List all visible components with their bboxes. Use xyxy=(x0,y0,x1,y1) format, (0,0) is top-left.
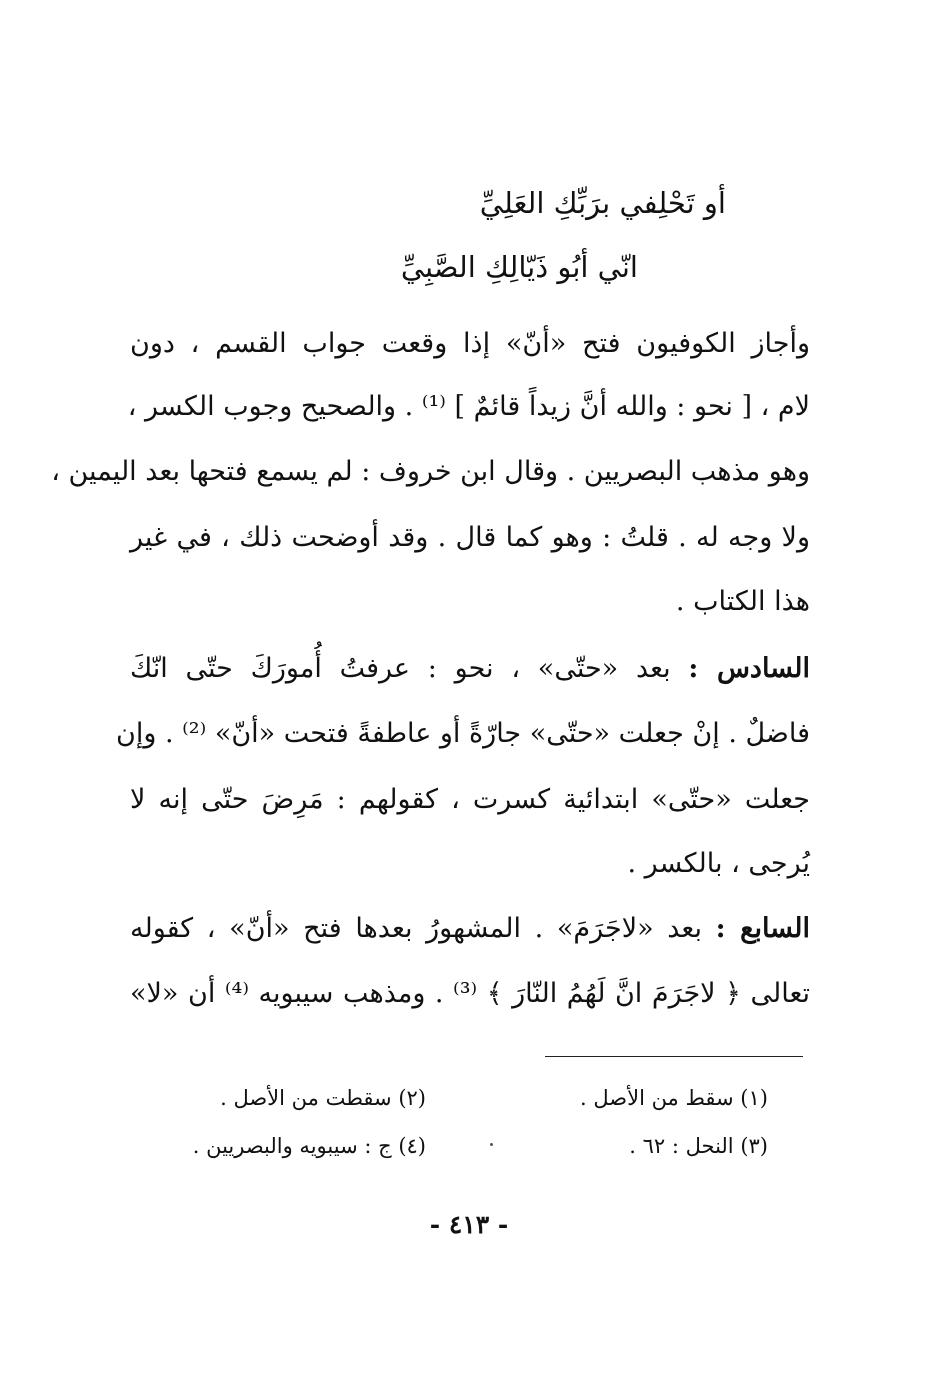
footnote-4: (٤) ج : سيبويه والبصريين . xyxy=(192,1134,426,1158)
paragraph3-line-1 xyxy=(130,913,810,944)
paragraph1-line-3: وهو مذهب البصريين . وقال ابن خروف : لم يسمع فتحها بعد اليمين ، xyxy=(51,456,810,487)
footnote-3: (٣) النحل : ٦٢ . xyxy=(629,1134,768,1158)
verse-line-2: انّي أبُو ذَيّالِكِ الصَّبِيِّ xyxy=(400,250,638,284)
paragraph2-line-1 xyxy=(130,653,810,684)
paragraph2-line-1-text: بعد «حتّى» ، نحو : عرفتُ أُمورَكَ حتّى انّكَ xyxy=(130,653,671,684)
verse-line-1: أو تَحْلِفي برَبِّكِ العَلِيِّ xyxy=(479,186,726,220)
paragraph3-line-2: تعالى ﴿ لاجَرَمَ انَّ لَهُمُ النّارَ ﴾ ⁽³⁾ . ومذهب سيبويه ⁽⁴⁾ أن «لا» xyxy=(130,978,810,1009)
footnote-2: (٢) سقطت من الأصل . xyxy=(220,1086,426,1110)
footnote-divider xyxy=(545,1056,803,1057)
paragraph2-line-4: يُرجى ، بالكسر . xyxy=(627,848,810,879)
paragraph1-line-5: هذا الكتاب . xyxy=(675,586,810,617)
paragraph1-line-1: وأجاز الكوفيون فتح «أنّ» إذا وقعت جواب القسم ، دون xyxy=(130,328,810,359)
page-number: - ٤١٣ - xyxy=(429,1210,509,1239)
paragraph1-line-4: ولا وجه له . قلتُ : وهو كما قال . وقد أوضحت ذلك ، في غير xyxy=(130,522,810,553)
ink-speck xyxy=(490,1143,493,1146)
paragraph1-line-2: لام ، [ نحو : والله أنَّ زيداً قائمٌ ] ⁽¹⁾ . والصحيح وجوب الكسر ، xyxy=(127,391,810,422)
paragraph3-lead: السابع : xyxy=(715,913,810,944)
paragraph3-line-1-text: بعد «لاجَرَمَ» . المشهورُ بعدها فتح «أنّ» ، كقوله xyxy=(130,913,702,944)
paragraph2-lead: السادس : xyxy=(688,653,810,684)
footnote-1: (١) سقط من الأصل . xyxy=(580,1086,768,1110)
paragraph2-line-2: فاضلٌ . إنْ جعلت «حتّى» جارّةً أو عاطفةً فتحت «أنّ» ⁽²⁾ . وإن xyxy=(116,718,810,749)
paragraph2-line-3: جعلت «حتّى» ابتدائية كسرت ، كقولهم : مَرِضَ حتّى إنه لا xyxy=(130,784,810,815)
